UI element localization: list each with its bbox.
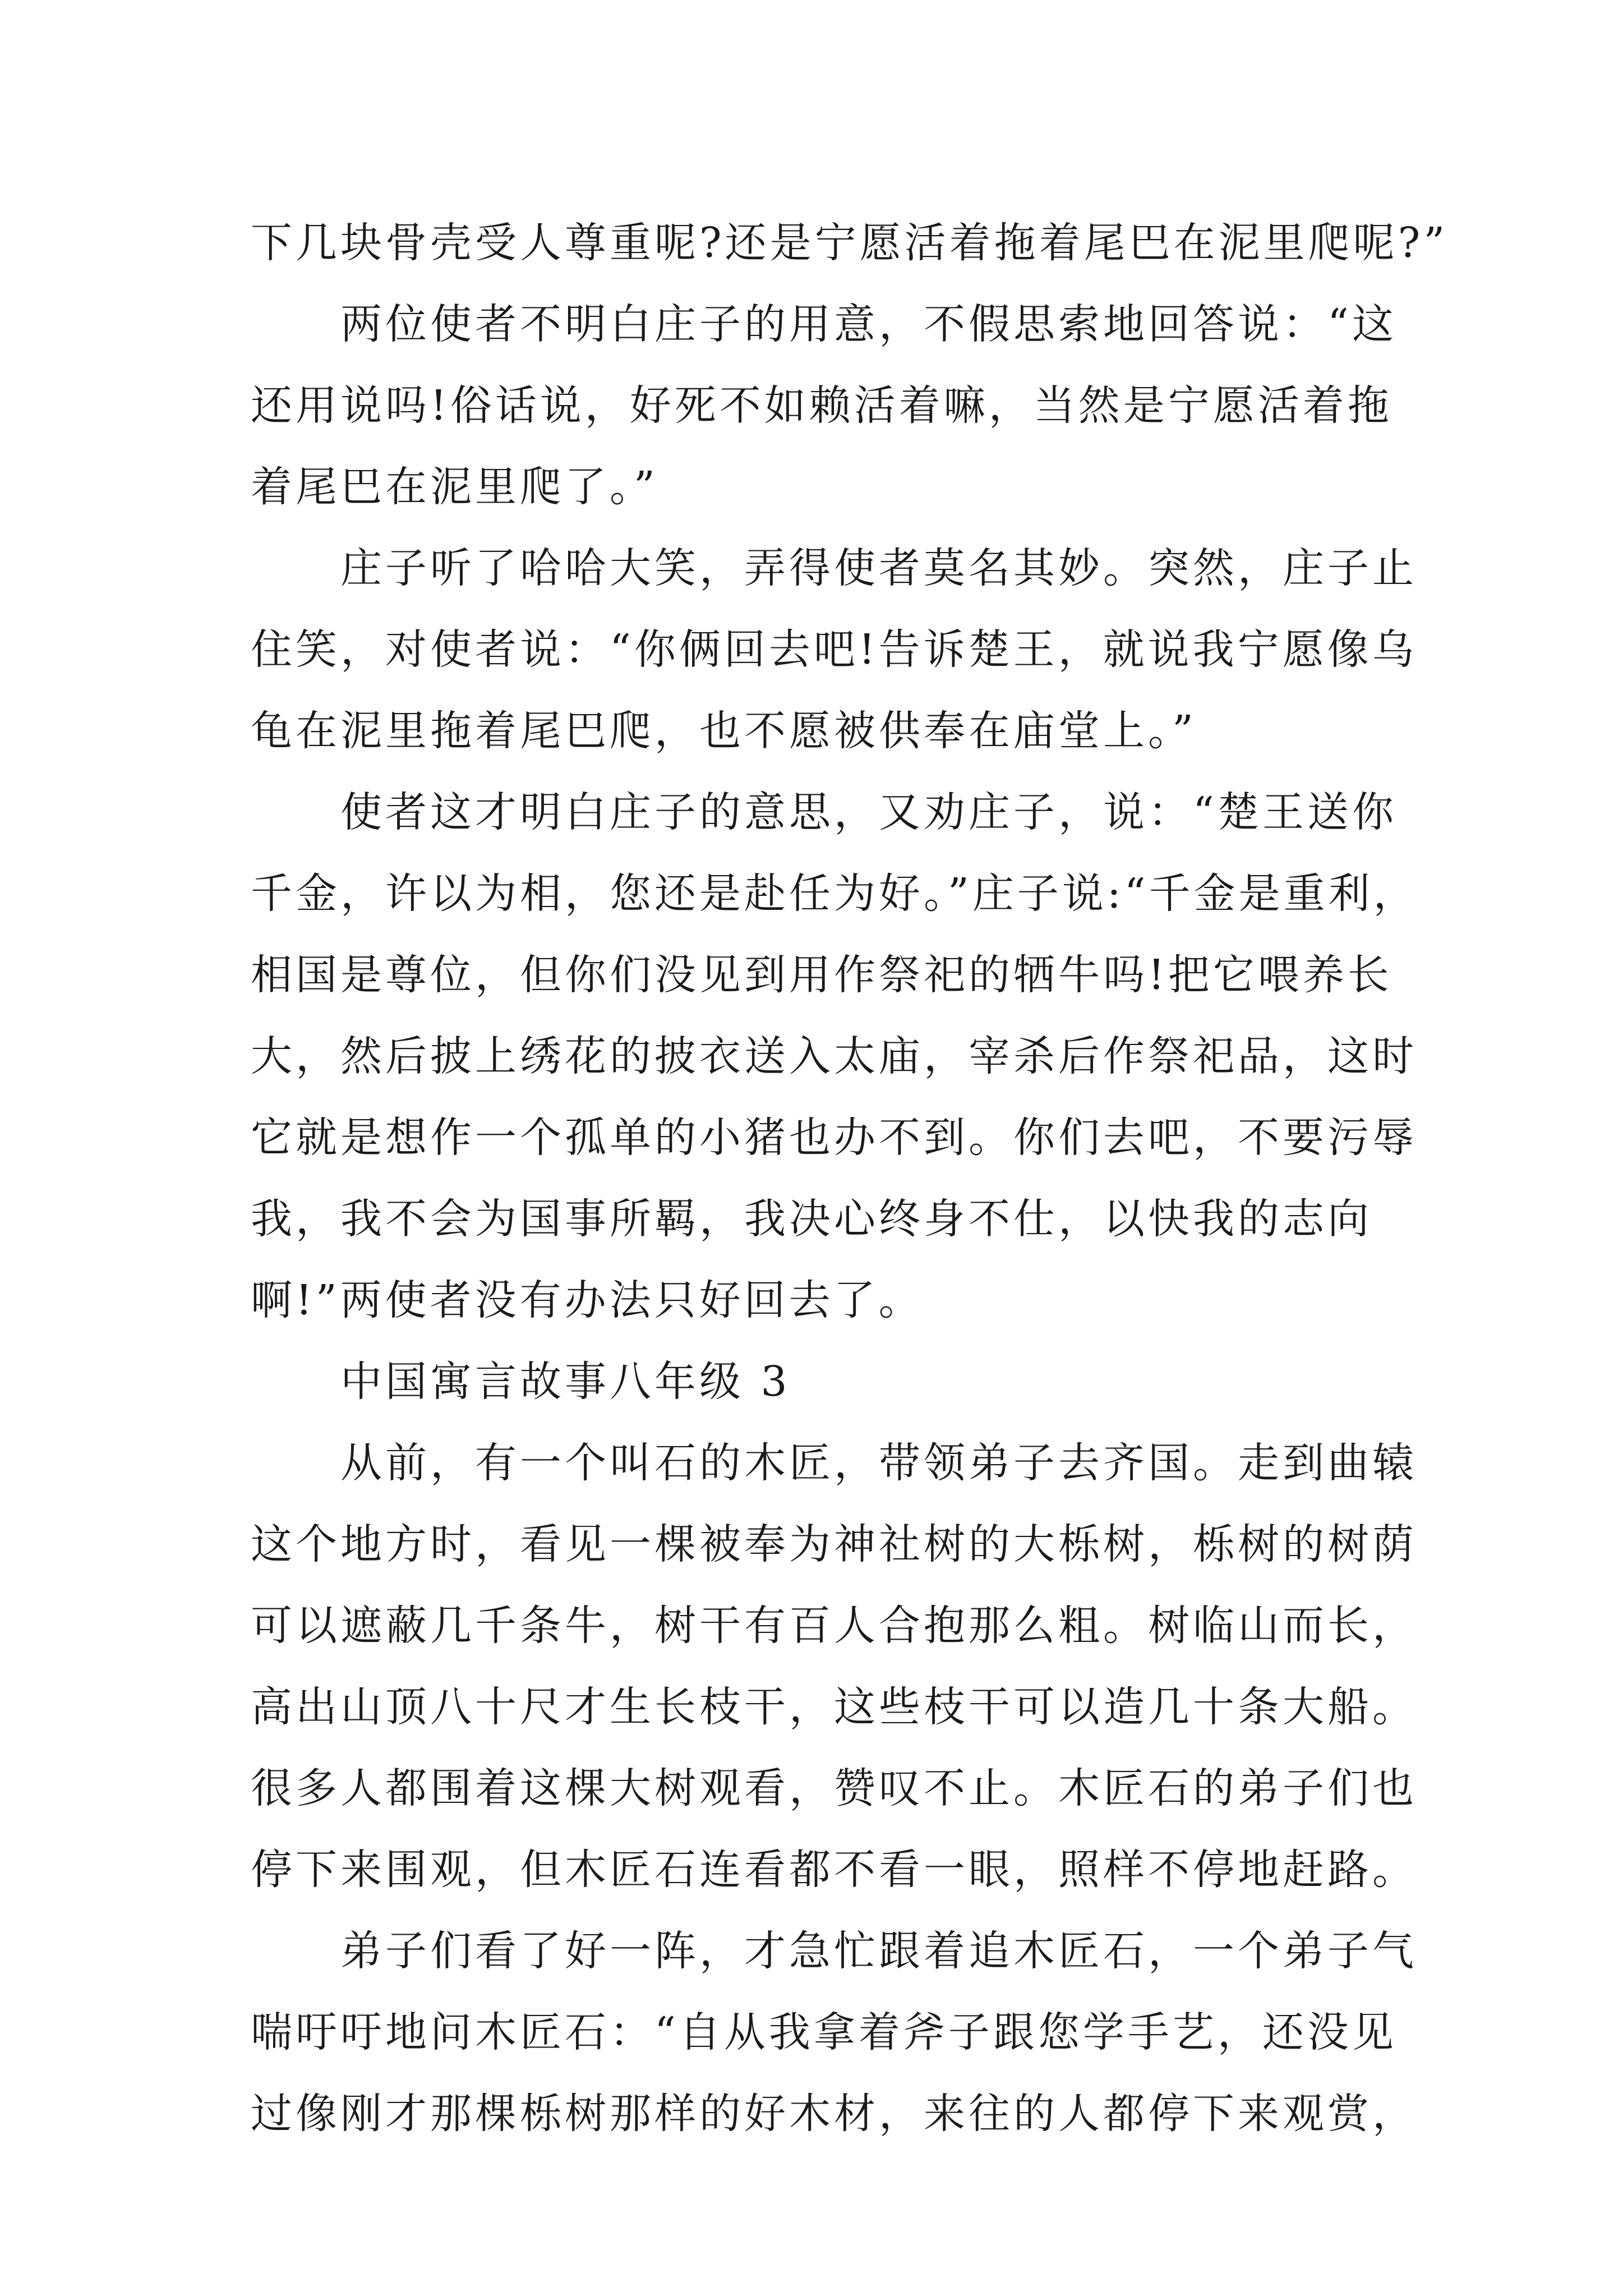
paragraph-first-line: 庄子听了哈哈大笑，弄得使者莫名其妙。突然，庄子止 — [340, 544, 1417, 592]
text-line: 很多人都围着这棵大树观看，赞叹不止。木匠石的弟子们也 — [251, 1764, 1417, 1812]
text-line: 可以遮蔽几千条牛，树干有百人合抱那么粗。树临山而长， — [251, 1602, 1417, 1650]
paragraph-first-line: 从前，有一个叫石的木匠，带领弟子去齐国。走到曲辕 — [340, 1439, 1417, 1487]
paragraph-first-line: 使者这才明白庄子的意思，又劝庄子，说：“楚王送你 — [340, 788, 1397, 836]
text-line: 大，然后披上绣花的披衣送入太庙，宰杀后作祭祀品，这时 — [251, 1032, 1417, 1080]
text-line: 高出山顶八十尺才生长枝干，这些枝干可以造几十条大船。 — [251, 1683, 1417, 1731]
text-line: 它就是想作一个孤单的小猪也办不到。你们去吧，不要污辱 — [251, 1114, 1417, 1162]
section-heading: 中国寓言故事八年级 3 — [340, 1358, 791, 1406]
text-line: 着尾巴在泥里爬了。” — [251, 463, 658, 511]
text-line: 住笑，对使者说：“你俩回去吧!告诉楚王，就说我宁愿像乌 — [251, 625, 1417, 674]
text-line: 千金，许以为相，您还是赴任为好。”庄子说:“千金是重利， — [251, 869, 1418, 918]
text-line: 啊!”两使者没有办法只好回去了。 — [251, 1276, 924, 1324]
text-line: 龟在泥里拖着尾巴爬，也不愿被供奉在庙堂上。” — [251, 707, 1197, 755]
text-line: 相国是尊位，但你们没见到用作祭祀的牺牛吗!把它喂养长 — [251, 951, 1393, 999]
text-line: 我，我不会为国事所羁，我决心终身不仕，以快我的志向 — [251, 1195, 1372, 1243]
text-line: 这个地方时，看见一棵被奉为神社树的大栎树，栎树的树荫 — [251, 1520, 1417, 1568]
paragraph-first-line: 两位使者不明白庄子的用意，不假思索地回答说：“这 — [340, 300, 1397, 348]
text-line: 下几块骨壳受人尊重呢?还是宁愿活着拖着尾巴在泥里爬呢?” — [251, 219, 1449, 267]
text-line: 还用说吗!俗话说，好死不如赖活着嘛，当然是宁愿活着拖 — [251, 381, 1393, 430]
paragraph-first-line: 弟子们看了好一阵，才急忙跟着追木匠石，一个弟子气 — [340, 1927, 1417, 1975]
text-line: 喘吁吁地问木匠石：“自从我拿着斧子跟您学手艺，还没见 — [251, 2008, 1397, 2056]
text-line: 过像刚才那棵栎树那样的好木材，来往的人都停下来观赏， — [251, 2090, 1417, 2138]
text-line: 停下来围观，但木匠石连看都不看一眼，照样不停地赶路。 — [251, 1846, 1417, 1894]
